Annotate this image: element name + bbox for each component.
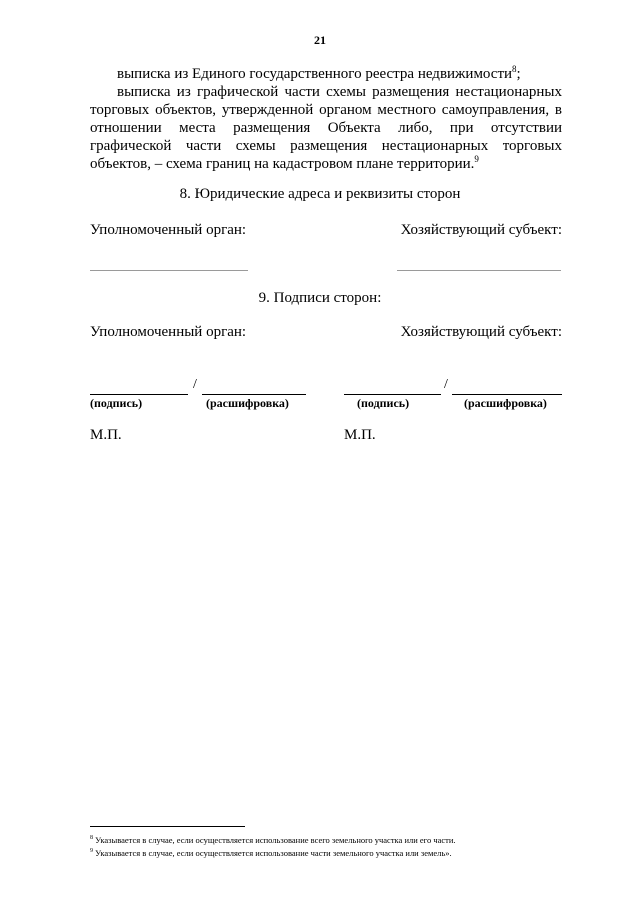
right-stamp-place: М.П. (344, 427, 376, 443)
footnote-9-mark: 9 (90, 848, 93, 855)
business-entity-details-line (397, 270, 561, 271)
footnote-separator (90, 826, 245, 827)
left-decode-line (202, 394, 306, 395)
left-stamp-place: М.П. (90, 427, 122, 443)
footnote-8-mark: 8 (90, 835, 93, 842)
section-8-heading: 8. Юридические адреса и реквизиты сторон (179, 186, 461, 202)
left-signature-line (90, 394, 188, 395)
paragraph-egrn-extract (90, 65, 562, 83)
paragraph-last-line (90, 155, 562, 173)
paragraph-scheme-extract (90, 83, 562, 173)
footnote-ref-8: 8 (512, 64, 517, 74)
footnote-8 (90, 834, 570, 846)
authorized-body-label: Уполномоченный орган: (90, 324, 247, 340)
paragraph-tail: ; (516, 66, 521, 82)
business-entity-label: Хозяйствующий субъект: (400, 222, 562, 238)
right-decode-line (452, 394, 562, 395)
authorized-body-label: Уполномоченный орган: (90, 222, 247, 238)
left-decode-caption: (расшифровка) (206, 396, 289, 410)
business-entity-label: Хозяйствующий субъект: (400, 324, 562, 340)
right-signature-caption: (подпись) (357, 396, 410, 410)
footnote-ref-9: 9 (474, 154, 479, 164)
footnote-8-text: Указывается в случае, если осуществляется использование всего земельного участка или его части. (93, 835, 456, 845)
paragraph-text: выписка из Единого государственного реестра недвижимости (117, 66, 513, 82)
right-signature-line (344, 394, 441, 395)
paragraph-line: выписка из графической части схемы размещения нестационарных (117, 84, 562, 100)
paragraph-line: объектов, – схема границ на кадастровом плане территории. (90, 156, 475, 172)
paragraph-line: отношении места размещения Объекта либо, при отсутствии (90, 120, 562, 136)
left-signature-caption: (подпись) (90, 396, 143, 410)
authorized-body-details-line (90, 270, 248, 271)
section-9-heading: 9. Подписи сторон: (258, 290, 382, 306)
paragraph-line: торговых объектов, утвержденной органом местного самоуправления, в (90, 102, 562, 118)
right-decode-caption: (расшифровка) (464, 396, 547, 410)
footnote-9 (90, 847, 570, 859)
footnote-9-text: Указывается в случае, если осуществляется использование части земельного участка или земель». (93, 848, 452, 858)
left-signature-slash: / (193, 377, 197, 392)
right-signature-slash: / (444, 377, 448, 392)
paragraph-line: графической части схемы размещения нестационарных торговых (90, 138, 562, 154)
page-number: 21 (314, 33, 326, 47)
